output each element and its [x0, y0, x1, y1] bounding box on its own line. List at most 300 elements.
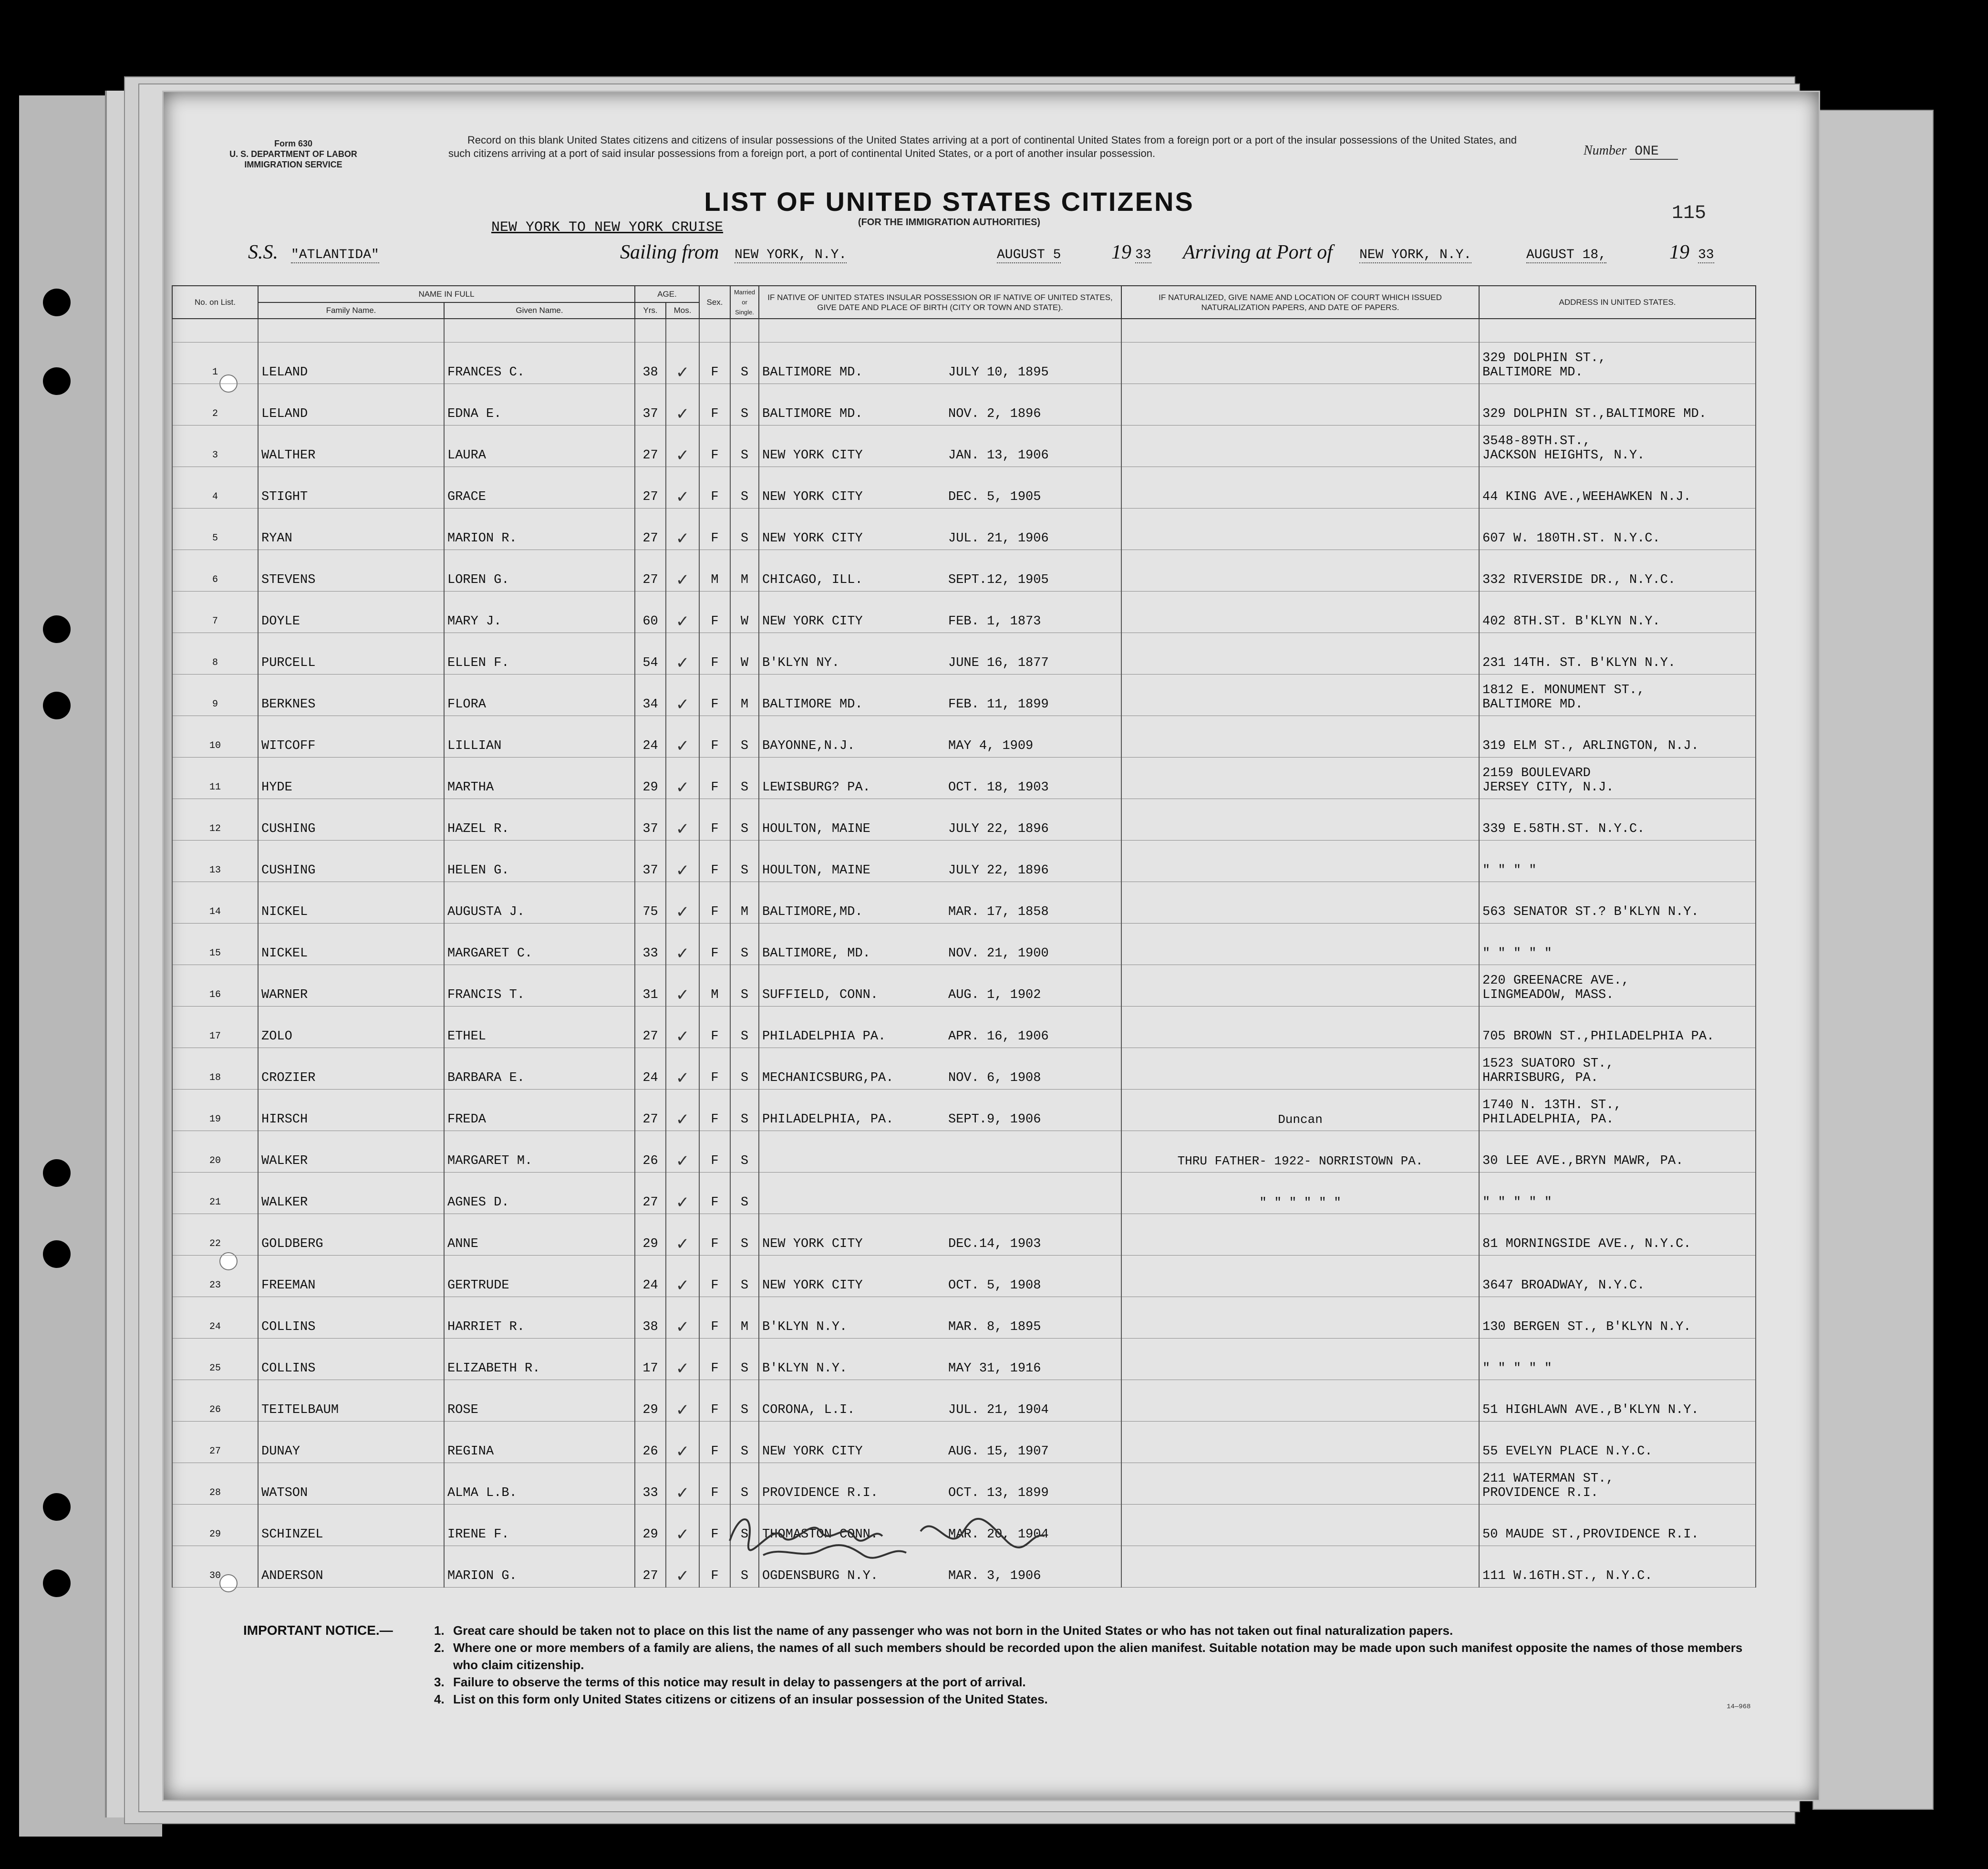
naturalization [1121, 1380, 1479, 1422]
birth-cell [759, 675, 1121, 716]
naturalization [1121, 799, 1479, 841]
address-line: PHILADELPHIA, PA. [1482, 1112, 1614, 1127]
given-name: IRENE F. [444, 1505, 635, 1546]
birth-date: JUL. 21, 1906 [948, 531, 1049, 546]
sex: F [699, 426, 730, 467]
family-name: LELAND [258, 343, 444, 384]
row-number: 16 [172, 965, 258, 1007]
birth-cell [759, 1131, 1121, 1173]
punch-hole [43, 1240, 71, 1268]
birth-place: BAYONNE,N.J. [762, 739, 855, 753]
marital-status: W [730, 592, 759, 633]
given-name: AUGUSTA J. [444, 882, 635, 924]
manifest-rows [172, 319, 1756, 1588]
family-name: COLLINS [258, 1339, 444, 1380]
address-line: 51 HIGHLAWN AVE.,B'KLYN N.Y. [1482, 1403, 1699, 1417]
marital-status: S [730, 965, 759, 1007]
notice-item-text: Failure to observe the terms of this notice may result in delay to passengers at the port of arrival. [453, 1675, 1026, 1689]
age-years: 38 [635, 343, 666, 384]
family-name: WITCOFF [258, 716, 444, 758]
given-name: AGNES D. [444, 1173, 635, 1214]
table-row [172, 1256, 1756, 1297]
row-number: 5 [172, 509, 258, 550]
age-months-check: ✓ [666, 799, 699, 841]
sailing-year: 33 [1135, 248, 1151, 262]
back-sheet-right [1812, 110, 1934, 1810]
family-name: HYDE [258, 758, 444, 799]
table-row [172, 426, 1756, 467]
sailing-label: Sailing from [620, 241, 719, 263]
sex: F [699, 1380, 730, 1422]
given-name: LAURA [444, 426, 635, 467]
birth-date: OCT. 13, 1899 [948, 1486, 1049, 1500]
birth-date: MAR. 20, 1904 [948, 1527, 1049, 1542]
marital-status: S [730, 1463, 759, 1505]
address-cell [1479, 1422, 1756, 1463]
age-years: 33 [635, 1463, 666, 1505]
age-years: 17 [635, 1339, 666, 1380]
birth-date: APR. 16, 1906 [948, 1029, 1049, 1044]
address-line: 1812 E. MONUMENT ST., [1482, 683, 1645, 697]
col-header-birth: IF NATIVE OF UNITED STATES INSULAR POSSESSION OR IF NATIVE OF UNITED STATES, GIVE DATE AND PLACE OF BIRTH (CITY OR TOWN AND STATE). [759, 286, 1121, 319]
table-row [172, 1463, 1756, 1505]
given-name: FRANCIS T. [444, 965, 635, 1007]
address-line: BALTIMORE MD. [1482, 697, 1583, 712]
address-line: 220 GREENACRE AVE., [1482, 974, 1629, 988]
birth-place: CHICAGO, ILL. [762, 573, 863, 587]
age-years: 29 [635, 1214, 666, 1256]
notice-heading: IMPORTANT NOTICE.— [243, 1623, 393, 1638]
birth-date: NOV. 6, 1908 [948, 1071, 1041, 1085]
age-years: 27 [635, 1173, 666, 1214]
family-name: CROZIER [258, 1048, 444, 1090]
family-name: FREEMAN [258, 1256, 444, 1297]
voyage-line [248, 241, 1741, 270]
birth-place: THOMASTON CONN. [762, 1527, 879, 1542]
address-line: 329 DOLPHIN ST., [1482, 351, 1606, 365]
punch-hole [43, 615, 71, 643]
age-months-check: ✓ [666, 1380, 699, 1422]
given-name: MARION R. [444, 509, 635, 550]
age-years: 27 [635, 1546, 666, 1588]
sex: F [699, 675, 730, 716]
address-cell [1479, 799, 1756, 841]
family-name: WALKER [258, 1131, 444, 1173]
address-line: " " " " " [1482, 946, 1552, 961]
birth-cell [759, 882, 1121, 924]
age-years: 27 [635, 509, 666, 550]
birth-cell [759, 1297, 1121, 1339]
birth-cell [759, 384, 1121, 426]
family-name: HIRSCH [258, 1090, 444, 1131]
row-number: 17 [172, 1007, 258, 1048]
row-number: 21 [172, 1173, 258, 1214]
birth-cell [759, 1048, 1121, 1090]
inspector-signature [720, 1503, 1054, 1565]
address-cell [1479, 1297, 1756, 1339]
notice-item-number: 3. [434, 1675, 445, 1689]
given-name: HELEN G. [444, 841, 635, 882]
age-months-check: ✓ [666, 1422, 699, 1463]
stamped-page-number: 115 [1672, 203, 1707, 224]
punch-hole [43, 692, 71, 719]
row-number: 28 [172, 1463, 258, 1505]
sailing-port: NEW YORK, N.Y. [735, 248, 847, 262]
blank-row [172, 319, 1756, 343]
address-cell [1479, 1505, 1756, 1546]
family-name: WATSON [258, 1463, 444, 1505]
address-line: 111 W.16TH.ST., N.Y.C. [1482, 1569, 1653, 1583]
punch-hole [43, 1493, 71, 1521]
address-cell [1479, 924, 1756, 965]
age-years: 29 [635, 1380, 666, 1422]
marital-status: W [730, 633, 759, 675]
age-months-check: ✓ [666, 550, 699, 592]
age-months-check: ✓ [666, 592, 699, 633]
table-row [172, 799, 1756, 841]
age-years: 26 [635, 1131, 666, 1173]
sex: F [699, 1090, 730, 1131]
given-name: FREDA [444, 1090, 635, 1131]
age-years: 24 [635, 1256, 666, 1297]
family-name: COLLINS [258, 1297, 444, 1339]
age-months-check: ✓ [666, 1546, 699, 1588]
row-number: 20 [172, 1131, 258, 1173]
birth-date: JAN. 13, 1906 [948, 448, 1049, 463]
birth-place: B'KLYN NY. [762, 656, 840, 670]
marital-status: M [730, 1297, 759, 1339]
sex: F [699, 882, 730, 924]
table-row [172, 633, 1756, 675]
notice-item [434, 1639, 1765, 1673]
naturalization [1121, 1422, 1479, 1463]
address-line: BALTIMORE MD. [1482, 365, 1583, 380]
row-number: 3 [172, 426, 258, 467]
table-row [172, 592, 1756, 633]
age-years: 60 [635, 592, 666, 633]
birth-place: NEW YORK CITY [762, 1278, 863, 1293]
address-line: 1740 N. 13TH. ST., [1482, 1098, 1622, 1112]
given-name: BARBARA E. [444, 1048, 635, 1090]
address-cell [1479, 1048, 1756, 1090]
naturalization [1121, 384, 1479, 426]
address-cell [1479, 467, 1756, 509]
birth-cell [759, 1214, 1121, 1256]
marital-status: S [730, 799, 759, 841]
naturalization [1121, 1256, 1479, 1297]
birth-place: BALTIMORE,MD. [762, 905, 863, 919]
address-line: 607 W. 180TH.ST. N.Y.C. [1482, 531, 1660, 546]
birth-place: NEW YORK CITY [762, 1237, 863, 1251]
marital-status: S [730, 1546, 759, 1588]
sex: F [699, 384, 730, 426]
marital-status: S [730, 1505, 759, 1546]
col-header-naturalized: IF NATURALIZED, GIVE NAME AND LOCATION OF COURT WHICH ISSUED NATURALIZATION PAPERS, AND DATE OF PAPERS. [1121, 286, 1479, 319]
col-header-married: Married or Single. [730, 286, 759, 319]
family-name: NICKEL [258, 882, 444, 924]
naturalization [1121, 467, 1479, 509]
sex: F [699, 467, 730, 509]
row-number: 13 [172, 841, 258, 882]
address-cell [1479, 343, 1756, 384]
age-years: 37 [635, 799, 666, 841]
marital-status: M [730, 550, 759, 592]
age-months-check: ✓ [666, 1256, 699, 1297]
address-cell [1479, 592, 1756, 633]
address-line: HARRISBURG, PA. [1482, 1071, 1599, 1085]
table-row [172, 924, 1756, 965]
address-cell [1479, 1214, 1756, 1256]
sailing-date: AUGUST 5 [997, 248, 1061, 262]
row-number: 11 [172, 758, 258, 799]
marital-status: M [730, 675, 759, 716]
page-subtitle: (FOR THE IMMIGRATION AUTHORITIES) [858, 217, 1041, 228]
birth-cell [759, 1173, 1121, 1214]
family-name: WALKER [258, 1173, 444, 1214]
given-name: ELLEN F. [444, 633, 635, 675]
birth-place: B'KLYN N.Y. [762, 1320, 848, 1334]
birth-date: DEC. 5, 1905 [948, 490, 1041, 504]
address-cell [1479, 1173, 1756, 1214]
family-name: STIGHT [258, 467, 444, 509]
naturalization [1121, 1214, 1479, 1256]
birth-cell [759, 1090, 1121, 1131]
age-years: 24 [635, 716, 666, 758]
age-months-check: ✓ [666, 841, 699, 882]
given-name: MARION G. [444, 1546, 635, 1588]
arrival-year: 33 [1698, 248, 1714, 262]
family-name: STEVENS [258, 550, 444, 592]
naturalization [1121, 1505, 1479, 1546]
given-name: HAZEL R. [444, 799, 635, 841]
age-months-check: ✓ [666, 1007, 699, 1048]
birth-cell [759, 467, 1121, 509]
row-number: 6 [172, 550, 258, 592]
birth-cell [759, 1380, 1121, 1422]
birth-cell [759, 426, 1121, 467]
sex: F [699, 1173, 730, 1214]
table-row [172, 716, 1756, 758]
birth-cell [759, 633, 1121, 675]
form-identifier [215, 138, 372, 170]
age-years: 54 [635, 633, 666, 675]
sex: F [699, 1131, 730, 1173]
age-months-check: ✓ [666, 1463, 699, 1505]
age-years: 27 [635, 426, 666, 467]
birth-cell [759, 1339, 1121, 1380]
family-name: NICKEL [258, 924, 444, 965]
department-name: U. S. DEPARTMENT OF LABOR [229, 149, 357, 159]
naturalization [1121, 343, 1479, 384]
row-number: 19 [172, 1090, 258, 1131]
birth-cell [759, 1463, 1121, 1505]
family-name: CUSHING [258, 799, 444, 841]
form-number: Form 630 [274, 139, 313, 148]
sex: F [699, 799, 730, 841]
birth-cell [759, 841, 1121, 882]
table-row [172, 384, 1756, 426]
birth-date: NOV. 21, 1900 [948, 946, 1049, 961]
address-line: 563 SENATOR ST.? B'KLYN N.Y. [1482, 905, 1699, 919]
col-header-address: ADDRESS IN UNITED STATES. [1479, 286, 1756, 319]
age-years: 33 [635, 924, 666, 965]
birth-place: BALTIMORE MD. [762, 697, 863, 712]
marital-status: S [730, 384, 759, 426]
address-line: 3647 BROADWAY, N.Y.C. [1482, 1278, 1645, 1293]
age-months-check: ✓ [666, 1297, 699, 1339]
birth-place: NEW YORK CITY [762, 614, 863, 629]
ss-label: S.S. [248, 241, 278, 263]
notice-item-text: Where one or more members of a family are aliens, the names of all such members should be recorded upon the alien manifest. Suitable notation may be made upon such manifest opposite the names of those members who claim citizenship. [453, 1641, 1743, 1672]
marital-status: S [730, 343, 759, 384]
age-years: 27 [635, 1007, 666, 1048]
given-name: LOREN G. [444, 550, 635, 592]
table-row [172, 1339, 1756, 1380]
age-years: 34 [635, 675, 666, 716]
given-name: MARY J. [444, 592, 635, 633]
birth-place: BALTIMORE, MD. [762, 946, 870, 961]
table-row [172, 550, 1756, 592]
birth-place: OGDENSBURG N.Y. [762, 1569, 879, 1583]
address-line: 705 BROWN ST.,PHILADELPHIA PA. [1482, 1029, 1715, 1044]
notice-item-text: Great care should be taken not to place on this list the name of any passenger who was not born in the United States or who has not taken out final naturalization papers. [453, 1623, 1453, 1638]
row-number: 23 [172, 1256, 258, 1297]
given-name: LILLIAN [444, 716, 635, 758]
address-line: " " " " " [1482, 1195, 1552, 1210]
naturalization: THRU FATHER- 1922- NORRISTOWN PA. [1121, 1131, 1479, 1173]
address-cell [1479, 1256, 1756, 1297]
address-cell [1479, 1339, 1756, 1380]
given-name: HARRIET R. [444, 1297, 635, 1339]
birth-date: SEPT.9, 1906 [948, 1112, 1041, 1127]
sex: F [699, 1463, 730, 1505]
naturalization: Duncan [1121, 1090, 1479, 1131]
marital-status: S [730, 1007, 759, 1048]
address-line: 81 MORNINGSIDE AVE., N.Y.C. [1482, 1237, 1691, 1251]
age-months-check: ✓ [666, 965, 699, 1007]
birth-place: NEW YORK CITY [762, 448, 863, 463]
birth-cell [759, 1256, 1121, 1297]
row-number: 8 [172, 633, 258, 675]
birth-date: FEB. 1, 1873 [948, 614, 1041, 629]
birth-date: JULY 22, 1896 [948, 863, 1049, 878]
naturalization [1121, 1463, 1479, 1505]
address-cell [1479, 882, 1756, 924]
marital-status: S [730, 467, 759, 509]
age-years: 27 [635, 1090, 666, 1131]
marital-status: S [730, 1048, 759, 1090]
punch-hole [43, 1159, 71, 1187]
col-header-mos: Mos. [666, 302, 699, 319]
age-months-check: ✓ [666, 509, 699, 550]
notice-list [434, 1622, 1765, 1708]
table-row [172, 1214, 1756, 1256]
birth-date: JUL. 21, 1904 [948, 1403, 1049, 1417]
table-row [172, 675, 1756, 716]
table-row [172, 882, 1756, 924]
birth-date: JULY 10, 1895 [948, 365, 1049, 380]
marital-status: S [730, 509, 759, 550]
marital-status: S [730, 1214, 759, 1256]
table-row [172, 758, 1756, 799]
arriving-label: Arriving at Port of [1183, 241, 1333, 263]
birth-place: LEWISBURG? PA. [762, 780, 870, 795]
birth-cell [759, 965, 1121, 1007]
birth-place: BALTIMORE MD. [762, 407, 863, 421]
row-number: 1 [172, 343, 258, 384]
sex: F [699, 1339, 730, 1380]
given-name: FLORA [444, 675, 635, 716]
row-number: 9 [172, 675, 258, 716]
age-months-check: ✓ [666, 1048, 699, 1090]
family-name: GOLDBERG [258, 1214, 444, 1256]
address-cell [1479, 384, 1756, 426]
sex: F [699, 841, 730, 882]
notice-item-text: List on this form only United States citizens or citizens of an insular possession of the United States. [453, 1692, 1048, 1706]
row-number: 24 [172, 1297, 258, 1339]
notice-item [434, 1673, 1765, 1691]
address-cell [1479, 1090, 1756, 1131]
sex: F [699, 1297, 730, 1339]
birth-date: AUG. 1, 1902 [948, 988, 1041, 1002]
given-name: GERTRUDE [444, 1256, 635, 1297]
given-name: MARTHA [444, 758, 635, 799]
given-name: ROSE [444, 1380, 635, 1422]
row-number: 26 [172, 1380, 258, 1422]
row-number: 10 [172, 716, 258, 758]
sex: F [699, 924, 730, 965]
address-line: 402 8TH.ST. B'KLYN N.Y. [1482, 614, 1660, 629]
naturalization [1121, 1339, 1479, 1380]
address-cell [1479, 1131, 1756, 1173]
address-line: 211 WATERMAN ST., [1482, 1472, 1614, 1486]
family-name: PURCELL [258, 633, 444, 675]
row-number: 27 [172, 1422, 258, 1463]
marital-status: S [730, 1422, 759, 1463]
table-row [172, 509, 1756, 550]
notice-item [434, 1691, 1765, 1708]
birth-cell [759, 716, 1121, 758]
family-name: ZOLO [258, 1007, 444, 1048]
birth-date: SEPT.12, 1905 [948, 573, 1049, 587]
birth-place: B'KLYN N.Y. [762, 1361, 848, 1376]
birth-cell [759, 924, 1121, 965]
naturalization [1121, 758, 1479, 799]
naturalization: " " " " " " [1121, 1173, 1479, 1214]
age-months-check: ✓ [666, 1090, 699, 1131]
age-months-check: ✓ [666, 1505, 699, 1546]
notice-item-number: 2. [434, 1641, 445, 1655]
table-row [172, 1090, 1756, 1131]
family-name: DUNAY [258, 1422, 444, 1463]
address-line: 2159 BOULEVARD [1482, 766, 1591, 780]
birth-place: PHILADELPHIA PA. [762, 1029, 886, 1044]
marital-status: S [730, 1131, 759, 1173]
service-name: IMMIGRATION SERVICE [244, 160, 342, 169]
address-line: 130 BERGEN ST., B'KLYN N.Y. [1482, 1320, 1691, 1334]
table-row [172, 1048, 1756, 1090]
naturalization [1121, 1007, 1479, 1048]
given-name: MARGARET C. [444, 924, 635, 965]
naturalization [1121, 426, 1479, 467]
family-name: LELAND [258, 384, 444, 426]
age-months-check: ✓ [666, 1173, 699, 1214]
age-months-check: ✓ [666, 1214, 699, 1256]
birth-cell [759, 550, 1121, 592]
birth-date: JULY 22, 1896 [948, 822, 1049, 836]
sex: F [699, 343, 730, 384]
age-months-check: ✓ [666, 633, 699, 675]
